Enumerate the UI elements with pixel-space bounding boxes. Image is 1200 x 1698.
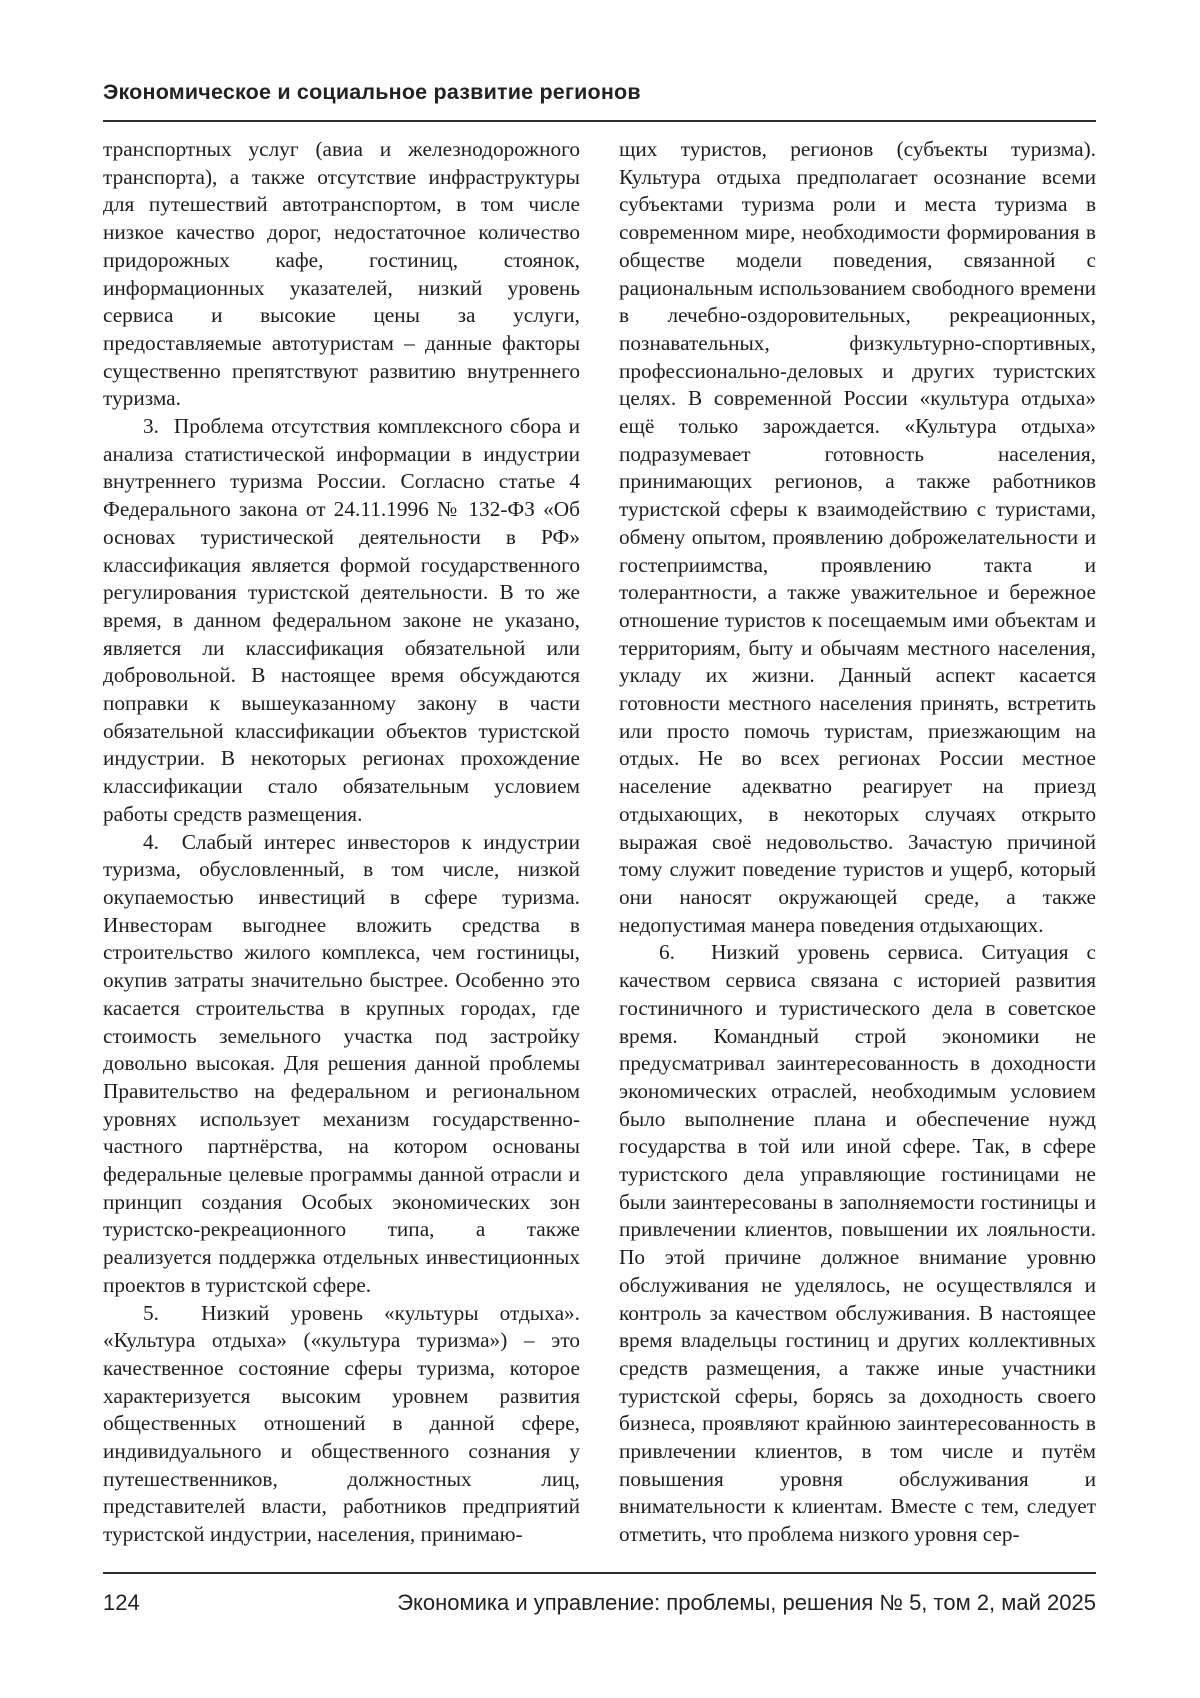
body-paragraph: транспортных услуг (авиа и железнодорожного транспорта), а также отсутствие инфраструктуры для путешествий автотранспортом, в том числе низкое качество дорог, недостаточное количество придорожных кафе, гостиниц, стоянок, информационных указателей, низкий уровень сервиса и высокие цены за услуги, предоставляемые автотуристам – данные факторы существенно препятствуют развитию внутреннего туризма. [103, 137, 580, 411]
body-paragraph-item-6: 6. Низкий уровень сервиса. Ситуация с качеством сервиса связана с историей развития гостиничного и туристического дела в советское время. Командный строй экономики не предусматривал заинтересованность в доходности экономических отраслей, необходимым условием было выполнение плана и обеспечение нужд государства в той или иной сфере. Так, в сфере туристского дела управляющие гостиницами не были заинтересованы в заполняемости гостиницы и привлечении клиентов, повышении их лояльности. По этой причине должное внимание уровню обслуживания не уделялось, не осуществлялся и контроль за качеством обслуживания. В настоящее время владельцы гостиниц и других коллективных средств размещения, а также иные участники туристской сферы, борясь за доходность своего бизнеса, проявляют крайнюю заинтересованность в привлечении клиентов, в том числе и путём повышения уровня обслуживания и внимательности к клиентам. Вместе с тем, следует отметить, что проблема низкого уровня сер- [619, 940, 1096, 1547]
left-column [103, 136, 580, 1549]
footer-rule [103, 1572, 1096, 1574]
journal-title-line: Экономика и управление: проблемы, решения № 5, том 2, май 2025 [397, 1590, 1096, 1615]
two-column-body [103, 136, 1096, 1549]
body-paragraph-item-5: 5. Низкий уровень «культуры отдыха». «Культура отдыха» («культура туризма») – это качественное состояние сферы туризма, которое характеризуется высоким уровнем развития общественных отношений в данной сфере, индивидуального и общественного сознания у путешественников, должностных лиц, представителей власти, работников предприятий туристской индустрии, населения, принимаю- [103, 1300, 580, 1547]
body-paragraph: щих туристов, регионов (субъекты туризма). Культура отдыха предполагает осознание всеми субъектами туризма роли и места туризма в современном мире, необходимости формирования в обществе модели поведения, связанной с рациональным использованием свободного времени в лечебно-оздоровительных, рекреационных, познавательных, физкультурно-спортивных, профессионально-деловых и других туристских целях. В современной России «культура отдыха» ещё только зарождается. «Культура отдыха» подразумевает готовность населения, принимающих регионов, а также работников туристской сферы к взаимодействию с туристами, обмену опытом, проявлению доброжелательности и гостеприимства, проявлению такта и толерантности, а также уважительное и бережное отношение туристов к посещаемым ими объектам и территориям, быту и обычаям местного населения, укладу их жизни. Данный аспект касается готовности местного населения принять, встретить или просто помочь туристам, приезжающим на отдых. Не во всех регионах России местное население адекватно реагирует на приезд отдыхающих, в некоторых случаях открыто выражая своё недовольство. Зачастую причиной тому служит поведение туристов и ущерб, который они наносят окружающей среде, а также недопустимая манера поведения отдыхающих. [619, 137, 1096, 937]
page-header [103, 80, 1096, 122]
right-column [619, 136, 1096, 1549]
body-paragraph-item-4: 4. Слабый интерес инвесторов к индустрии туризма, обусловленный, в том числе, низкой окупаемостью инвестиций в сфере туризма. Инвесторам выгоднее вложить средства в строительство жилого комплекса, чем гостиницы, окупив затраты значительно быстрее. Особенно это касается строительства в крупных городах, где стоимость земельного участка под застройку довольно высокая. Для решения данной проблемы Правительство на федеральном и региональном уровнях использует механизм государственно-частного партнёрства, на котором основаны федеральные целевые программы данной отрасли и принцип создания Особых экономических зон туристско-рекреационного типа, а также реализуется поддержка отдельных инвестиционных проектов в туристской сфере. [103, 829, 580, 1297]
body-paragraph-item-3: 3. Проблема отсутствия комплексного сбора и анализа статистической информации в индустрии внутреннего туризма России. Согласно статье 4 Федерального закона от 24.11.1996 № 132-ФЗ «Об основах туристической деятельности в РФ» классификация является формой государственного регулирования туристской деятельности. В то же время, в данном федеральном законе не указано, является ли классификация обязательной или добровольной. В настоящее время обсуждаются поправки к вышеуказанному закону в части обязательной классификации объектов туристской индустрии. В некоторых регионах прохождение классификации стало обязательным условием работы средств размещения. [103, 414, 580, 826]
page-number: 124 [103, 1590, 140, 1615]
page-footer [103, 1590, 1096, 1616]
running-head-title: Экономическое и социальное развитие регионов [103, 80, 641, 104]
